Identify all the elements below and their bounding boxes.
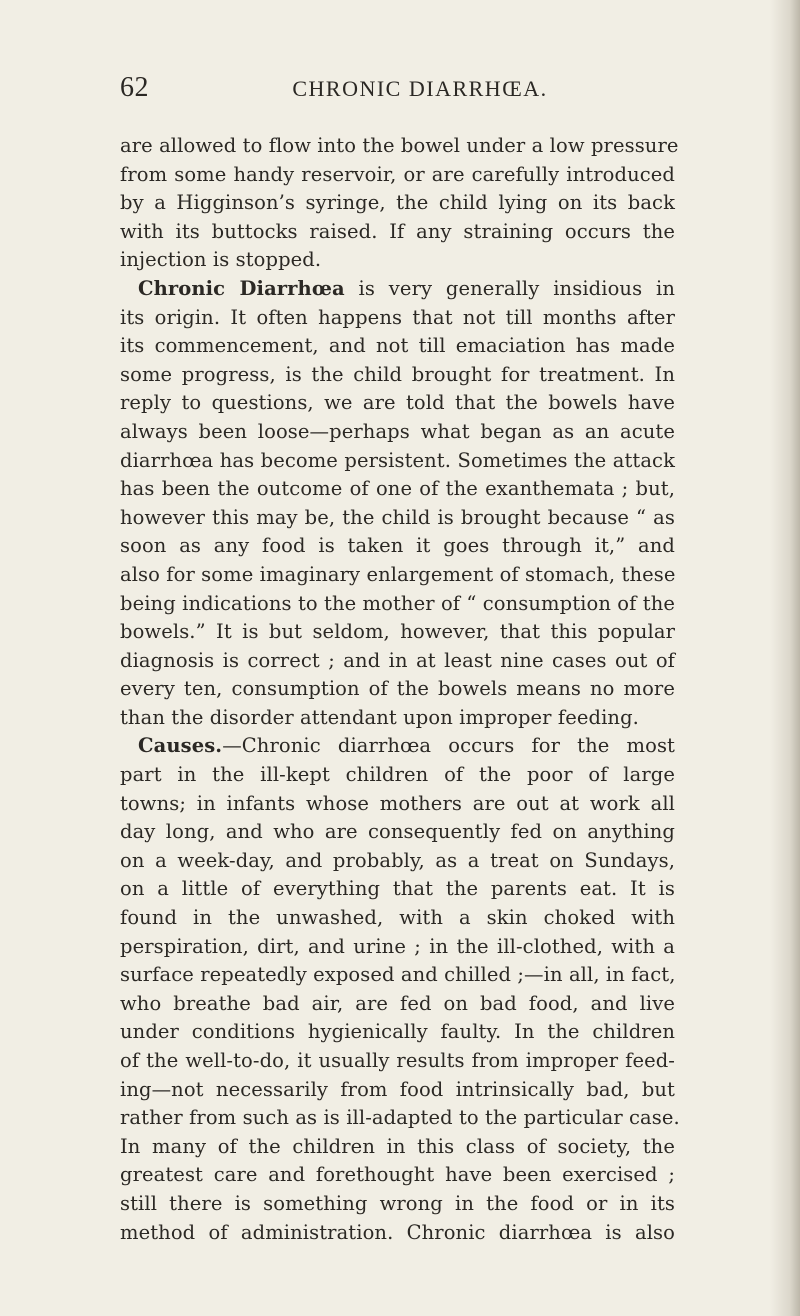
text-line: [120, 875, 675, 904]
text-line: [120, 933, 675, 962]
text-line: [120, 1133, 675, 1162]
line-text: by a Higginson’s syringe, the child lying on its back: [120, 191, 675, 215]
line-text: also for some imaginary enlargement of stomach, these: [120, 562, 676, 586]
text-line: [120, 418, 675, 447]
line-text: perspiration, dirt, and urine ; in the ill-clothed, with a: [120, 934, 675, 958]
line-text: has been the outcome of one of the exanthemata ; but,: [120, 477, 675, 501]
running-title: CHRONIC DIARRHŒA.: [292, 76, 548, 101]
line-text: —Chronic diarrhœa occurs for the most: [222, 734, 675, 758]
text-line: [120, 590, 675, 619]
line-text: is very generally insidious in: [344, 276, 675, 300]
line-text: than the disorder attendant upon improper feeding.: [120, 705, 639, 729]
line-text: rather from such as is ill-adapted to the particular case.: [120, 1106, 680, 1130]
text-line: [120, 361, 675, 390]
line-text: day long, and who are consequently fed on anything: [120, 820, 675, 844]
text-line: [120, 704, 675, 733]
line-text: are allowed to flow into the bowel under a low pressure: [120, 134, 679, 157]
line-text: diarrhœa has become persistent. Sometimes the attack: [120, 448, 675, 472]
line-text: diagnosis is correct ; and in at least nine cases out of: [120, 648, 675, 672]
text-line: [120, 218, 675, 247]
line-text: part in the ill-kept children of the poor of large: [120, 763, 675, 787]
line-text: its commencement, and not till emaciation has made: [120, 334, 675, 358]
line-text: surface repeatedly exposed and chilled ;—in all, in fact,: [120, 963, 676, 987]
line-text: In many of the children in this class of society, the: [120, 1134, 675, 1158]
line-text: under conditions hygienically faulty. In the children: [120, 1020, 675, 1044]
line-text: injection is stopped.: [120, 248, 322, 272]
paragraph-heading: Chronic Diarrhœa: [138, 276, 345, 300]
text-line: [120, 1104, 680, 1133]
line-text: method of administration. Chronic diarrhœa is also: [120, 1220, 675, 1244]
line-text: soon as any food is taken it goes through it,” and: [120, 534, 675, 558]
line-text: on a little of everything that the parents eat. It is: [120, 877, 675, 901]
text-line: [120, 246, 675, 275]
line-text: its origin. It often happens that not till months after: [120, 305, 675, 329]
line-text: however this may be, the child is brought because “ as: [120, 505, 675, 529]
text-line: [120, 561, 675, 590]
text-line: [120, 1047, 675, 1076]
page-header: [120, 72, 680, 112]
line-text: on a week-day, and probably, as a treat on Sundays,: [120, 848, 675, 872]
text-line: [120, 675, 675, 704]
text-line: [120, 304, 675, 333]
text-line: [120, 761, 675, 790]
line-text: from some handy reservoir, or are carefully introduced: [120, 162, 675, 186]
text-line: [120, 818, 675, 847]
line-text: who breathe bad air, are fed on bad food, and live: [120, 991, 675, 1015]
text-line: [120, 1076, 675, 1105]
text-line: [120, 161, 675, 190]
text-line: [120, 647, 675, 676]
line-text: greatest care and forethought have been exercised ;: [120, 1163, 675, 1187]
text-line: [120, 189, 675, 218]
line-text: reply to questions, we are told that the bowels have: [120, 391, 675, 415]
text-line: [120, 532, 675, 561]
text-line: [120, 504, 675, 533]
text-line: [120, 447, 675, 476]
line-text: being indications to the mother of “ consumption of the: [120, 591, 675, 615]
text-line: [120, 275, 675, 304]
text-line: [120, 1161, 675, 1190]
text-line: [120, 332, 675, 361]
line-text: found in the unwashed, with a skin choked with: [120, 906, 675, 930]
line-text: towns; in infants whose mothers are out at work all: [120, 791, 675, 815]
page-number: 62: [120, 72, 149, 103]
body-text: [120, 132, 680, 1247]
paragraph-heading: Causes.: [138, 734, 223, 758]
line-text: every ten, consumption of the bowels means no more: [120, 677, 675, 701]
text-line: [120, 790, 675, 819]
text-line: [120, 847, 675, 876]
text-line: [120, 904, 675, 933]
line-text: always been loose—perhaps what began as an acute: [120, 419, 675, 443]
line-text: ing—not necessarily from food intrinsically bad, but: [120, 1077, 675, 1101]
text-line: [120, 1018, 675, 1047]
text-line: [120, 1219, 675, 1248]
line-text: bowels.” It is but seldom, however, that this popular: [120, 620, 675, 644]
line-text: of the well-to-do, it usually results from improper feed-: [120, 1049, 675, 1072]
text-line: [120, 475, 675, 504]
line-text: with its buttocks raised. If any straining occurs the: [120, 219, 675, 243]
text-line: [120, 1190, 675, 1219]
text-line: [120, 732, 675, 761]
text-line: [120, 618, 675, 647]
line-text: some progress, is the child brought for treatment. In: [120, 362, 675, 386]
text-line: [120, 132, 679, 161]
text-line: [120, 990, 675, 1019]
line-text: still there is something wrong in the food or in its: [120, 1191, 675, 1215]
text-line: [120, 389, 675, 418]
text-line: [120, 961, 675, 990]
